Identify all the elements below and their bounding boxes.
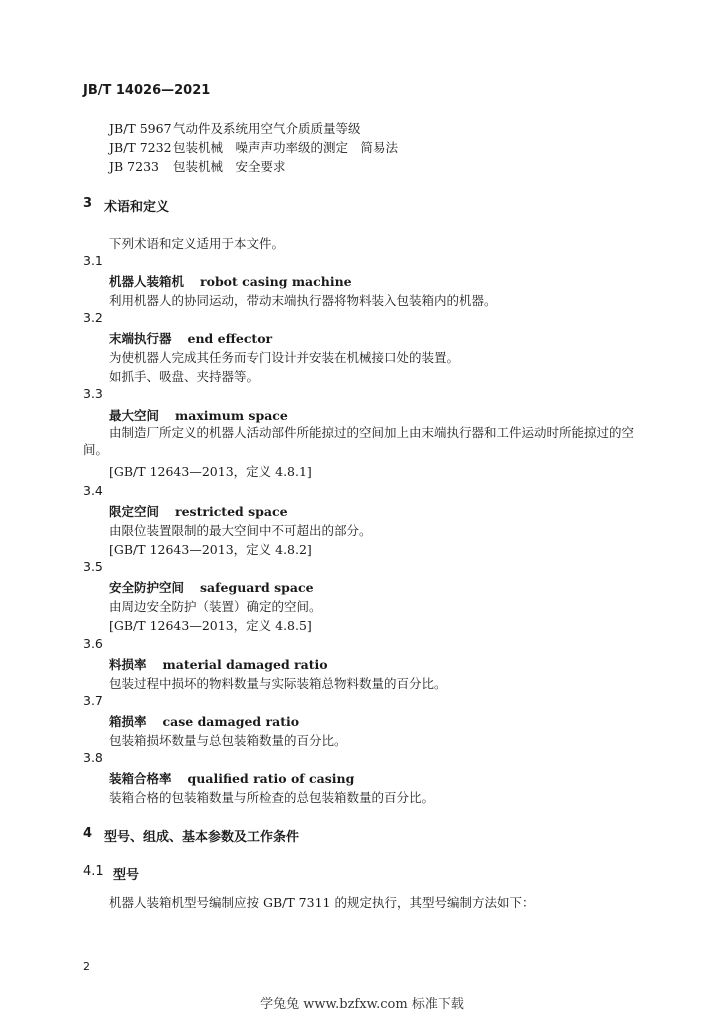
term-heading bbox=[109, 655, 328, 673]
footer-watermark: 学兔兔 www.bzfxw.com 标准下载 bbox=[260, 997, 464, 1012]
term-definition: 由周边安全防护（装置）确定的空间。 bbox=[109, 599, 322, 614]
ref-title: 包装机械 安全要求 bbox=[173, 159, 286, 174]
term-source: [GB/T 12643—2013，定义 4.8.5] bbox=[109, 618, 312, 633]
term-number: 3.8 bbox=[83, 750, 103, 765]
term-en: maximum space bbox=[175, 408, 288, 423]
term-heading bbox=[109, 406, 288, 424]
ref-code: JB/T 7232 bbox=[109, 140, 172, 155]
term-heading bbox=[109, 329, 272, 347]
term-source: [GB/T 12643—2013，定义 4.8.2] bbox=[109, 542, 312, 557]
standard-code: JB/T 14026—2021 bbox=[83, 83, 211, 98]
term-number: 3.6 bbox=[83, 636, 103, 651]
ref-title: 包装机械 噪声声功率级的测定 简易法 bbox=[173, 140, 399, 155]
term-definition: 装箱合格的包装箱数量与所检查的总包装箱数量的百分比。 bbox=[109, 790, 435, 805]
section-3-intro: 下列术语和定义适用于本文件。 bbox=[109, 236, 285, 251]
term-note: 如抓手、吸盘、夹持器等。 bbox=[109, 369, 260, 384]
term-heading bbox=[109, 769, 354, 787]
term-definition: 包装箱损坏数量与总包装箱数量的百分比。 bbox=[109, 733, 347, 748]
term-definition: 为使机器人完成其任务而专门设计并安装在机械接口处的装置。 bbox=[109, 350, 460, 365]
normative-ref-item bbox=[109, 157, 286, 175]
term-en: end effector bbox=[187, 331, 273, 346]
term-number: 3.7 bbox=[83, 693, 103, 708]
section-4-title: 型号、组成、基本参数及工作条件 bbox=[104, 830, 300, 845]
term-number: 3.2 bbox=[83, 310, 103, 325]
term-number: 3.1 bbox=[83, 253, 103, 268]
term-heading bbox=[109, 502, 288, 520]
term-zh: 箱损率 bbox=[109, 714, 147, 729]
term-definition: 包装过程中损坏的物料数量与实际装箱总物料数量的百分比。 bbox=[109, 676, 447, 691]
term-definition: 由限位装置限制的最大空间中不可超出的部分。 bbox=[109, 523, 372, 538]
term-heading bbox=[109, 578, 314, 596]
term-en: qualified ratio of casing bbox=[187, 771, 355, 786]
term-heading bbox=[109, 712, 299, 730]
page-number: 2 bbox=[83, 960, 90, 973]
term-en: safeguard space bbox=[200, 580, 314, 595]
ref-code: JB/T 5967 bbox=[109, 121, 172, 136]
subsection-4-1-title: 型号 bbox=[113, 868, 140, 883]
normative-ref-item bbox=[109, 119, 361, 137]
ref-title: 气动件及系统用空气介质质量等级 bbox=[173, 121, 361, 136]
normative-ref-item bbox=[109, 138, 398, 156]
term-en: robot casing machine bbox=[200, 274, 352, 289]
term-definition: 利用机器人的协同运动，带动末端执行器将物料装入包装箱内的机器。 bbox=[109, 293, 497, 308]
term-zh: 限定空间 bbox=[109, 504, 160, 519]
ref-code: JB 7233 bbox=[109, 159, 159, 174]
term-en: material damaged ratio bbox=[162, 657, 328, 672]
term-definition: 由制造厂所定义的机器人活动部件所能掠过的空间加上由末端执行器和工件运动时所能掠过的空间。 bbox=[83, 425, 635, 457]
term-zh: 装箱合格率 bbox=[109, 771, 172, 786]
term-number: 3.5 bbox=[83, 559, 103, 574]
section-3-number: 3 bbox=[83, 196, 93, 211]
term-en: case damaged ratio bbox=[162, 714, 300, 729]
section-4-number: 4 bbox=[83, 826, 93, 841]
subsection-4-1-number: 4.1 bbox=[83, 864, 104, 879]
term-zh: 末端执行器 bbox=[109, 331, 172, 346]
term-source: [GB/T 12643—2013，定义 4.8.1] bbox=[109, 464, 312, 479]
subsection-4-1-text: 机器人装箱机型号编制应按 GB/T 7311 的规定执行，其型号编制方法如下： bbox=[109, 895, 535, 910]
term-number: 3.4 bbox=[83, 483, 103, 498]
term-zh: 最大空间 bbox=[109, 408, 160, 423]
section-3-title: 术语和定义 bbox=[104, 200, 170, 215]
term-en: restricted space bbox=[175, 504, 288, 519]
term-zh: 料损率 bbox=[109, 657, 147, 672]
term-zh: 机器人装箱机 bbox=[109, 274, 185, 289]
term-number: 3.3 bbox=[83, 386, 103, 401]
term-heading bbox=[109, 272, 352, 290]
term-zh: 安全防护空间 bbox=[109, 580, 185, 595]
